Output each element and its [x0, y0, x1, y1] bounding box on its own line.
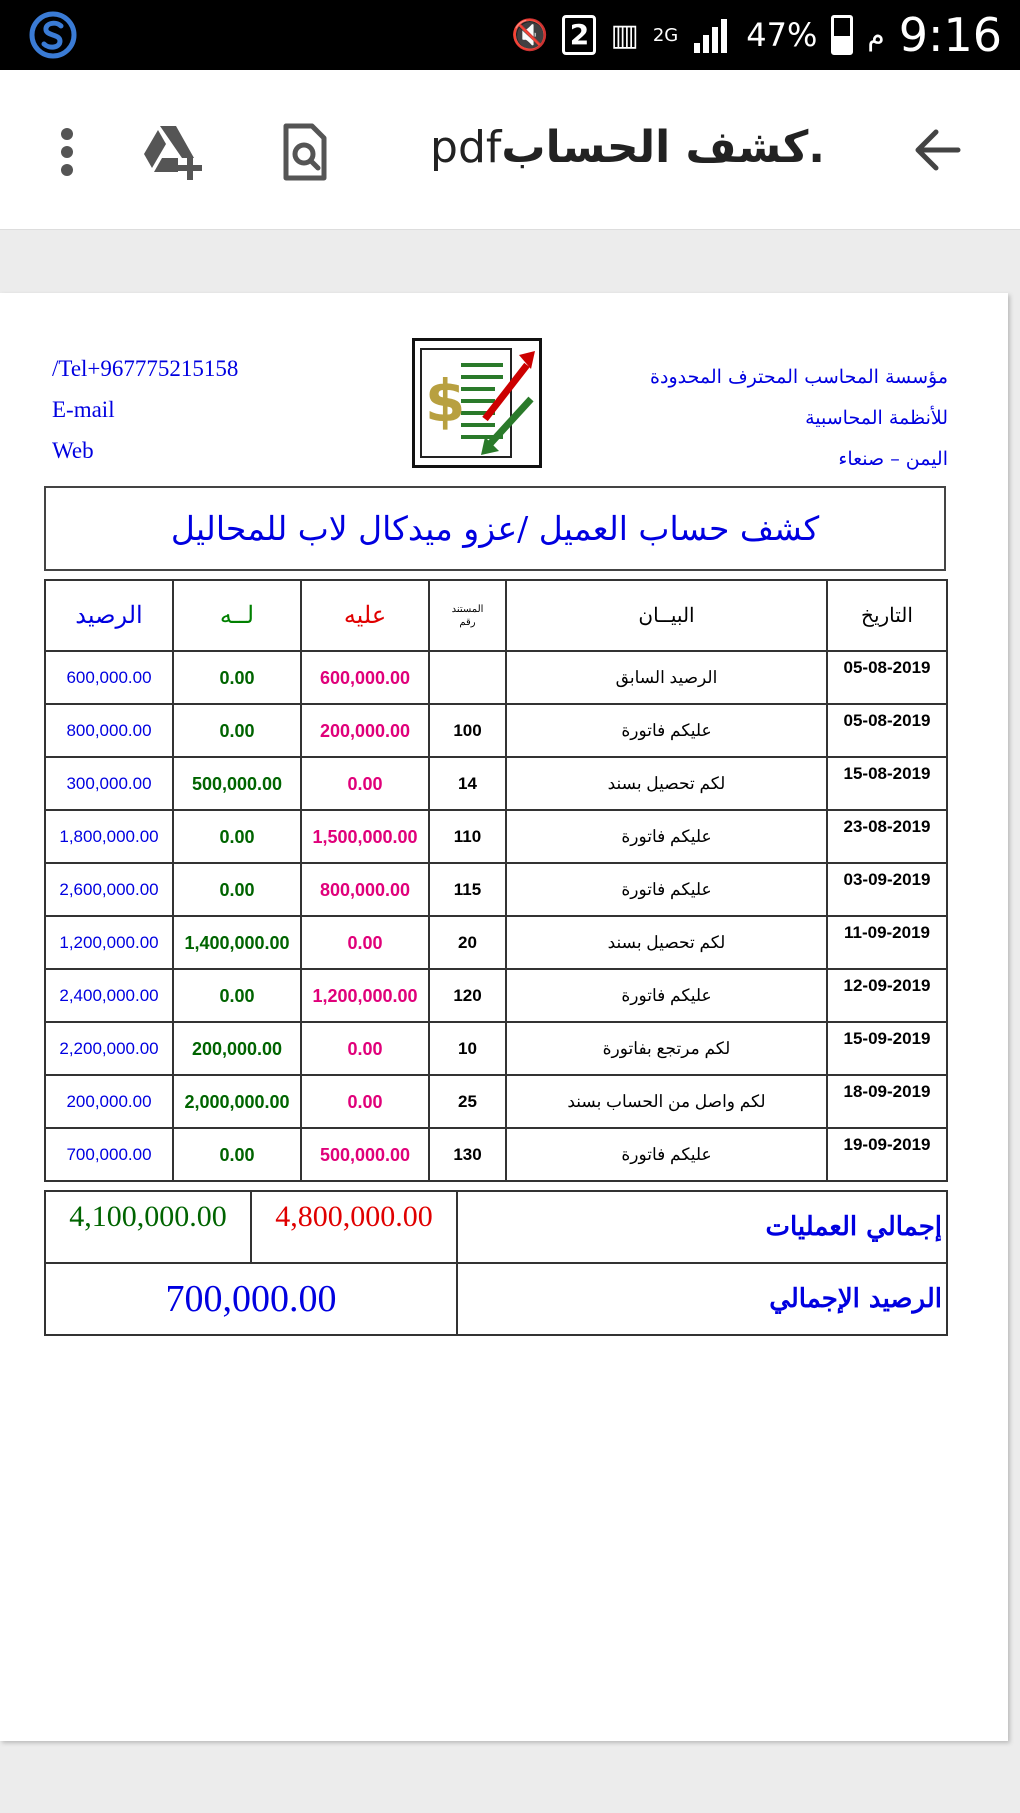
net-balance: 700,000.00: [45, 1263, 457, 1335]
signal-icon: [692, 15, 732, 55]
title-name: كشف الحساب.: [501, 122, 825, 173]
cell-docno: 130: [429, 1128, 506, 1181]
title-extension: pdf: [430, 122, 502, 173]
cell-description: لكم تحصيل بسند: [506, 916, 827, 969]
cell-date: 18-09-2019: [827, 1075, 947, 1128]
table-row: [45, 863, 947, 916]
clock-ampm: م: [867, 18, 885, 52]
cell-credit: 0.00: [173, 969, 301, 1022]
table-row: [45, 651, 947, 704]
ledger-table: [44, 579, 948, 1182]
cell-description: عليكم فاتورة: [506, 704, 827, 757]
battery-percent: 47%: [746, 16, 818, 54]
cell-balance: 800,000.00: [45, 704, 173, 757]
cell-description: الرصيد السابق: [506, 651, 827, 704]
company-block: [650, 357, 948, 480]
table-row: [45, 704, 947, 757]
cell-balance: 2,200,000.00: [45, 1022, 173, 1075]
contact-tel: /Tel+967775215158: [52, 356, 239, 381]
total-credit: 4,100,000.00: [45, 1191, 251, 1263]
cell-credit: 1,400,000.00: [173, 916, 301, 969]
cell-description: لكم مرتجع بفاتورة: [506, 1022, 827, 1075]
cell-credit: 0.00: [173, 1128, 301, 1181]
cell-docno: 110: [429, 810, 506, 863]
company-logo: [412, 338, 542, 468]
cell-date: 23-08-2019: [827, 810, 947, 863]
cell-docno: 115: [429, 863, 506, 916]
cell-balance: 2,600,000.00: [45, 863, 173, 916]
cell-credit: 0.00: [173, 651, 301, 704]
company-name: مؤسسة المحاسب المحترف المحدودة: [650, 366, 948, 388]
pdf-page: [0, 293, 1008, 1741]
ledger-header-row: [45, 580, 947, 651]
cell-description: عليكم فاتورة: [506, 969, 827, 1022]
svg-text:$: $: [425, 367, 466, 435]
cell-credit: 200,000.00: [173, 1022, 301, 1075]
cell-debit: 1,500,000.00: [301, 810, 429, 863]
cell-debit: 0.00: [301, 916, 429, 969]
col-header-balance: الرصيد: [45, 580, 173, 651]
battery-icon: [831, 15, 853, 55]
cell-balance: 1,200,000.00: [45, 916, 173, 969]
col-header-description: البيــان: [506, 580, 827, 651]
cell-description: لكم تحصيل بسند: [506, 757, 827, 810]
cell-date: 05-08-2019: [827, 651, 947, 704]
statement-title: كشف حساب العميل /عزو ميدكال لاب للمحاليل: [170, 509, 820, 548]
contact-email: E-mail: [52, 397, 115, 422]
app-notification-icon: [28, 10, 78, 60]
cell-debit: 200,000.00: [301, 704, 429, 757]
clock-time: 9:16: [898, 8, 1002, 62]
cell-balance: 200,000.00: [45, 1075, 173, 1128]
col-header-docno: [429, 580, 506, 651]
cell-credit: 2,000,000.00: [173, 1075, 301, 1128]
app-bar: [0, 70, 1020, 230]
data-icon: ▥: [610, 17, 639, 53]
cell-docno: 120: [429, 969, 506, 1022]
document-title: [430, 122, 825, 173]
more-options-icon[interactable]: [52, 122, 82, 182]
table-row: [45, 1075, 947, 1128]
cell-credit: 0.00: [173, 863, 301, 916]
table-row: [45, 969, 947, 1022]
cell-balance: 700,000.00: [45, 1128, 173, 1181]
cell-credit: 0.00: [173, 704, 301, 757]
table-row: [45, 1022, 947, 1075]
cell-debit: 0.00: [301, 1022, 429, 1075]
cell-balance: 600,000.00: [45, 651, 173, 704]
cell-debit: 500,000.00: [301, 1128, 429, 1181]
table-row: [45, 916, 947, 969]
cell-credit: 500,000.00: [173, 757, 301, 810]
company-location: اليمن – صنعاء: [838, 448, 948, 470]
back-arrow-icon[interactable]: [906, 118, 970, 182]
contact-block: [52, 348, 238, 471]
cell-credit: 0.00: [173, 810, 301, 863]
totals-table: [44, 1190, 948, 1336]
cell-debit: 0.00: [301, 1075, 429, 1128]
status-bar: [0, 0, 1020, 70]
cell-balance: 2,400,000.00: [45, 969, 173, 1022]
table-row: [45, 1128, 947, 1181]
col-header-debit: عليه: [301, 580, 429, 651]
statement-title-box: [44, 486, 946, 571]
table-row: [45, 810, 947, 863]
cell-description: لكم واصل من الحساب بسند: [506, 1075, 827, 1128]
table-row: [45, 757, 947, 810]
cell-date: 03-09-2019: [827, 863, 947, 916]
net-balance-label: الرصيد الإجمالي: [457, 1263, 947, 1335]
cell-docno: 25: [429, 1075, 506, 1128]
mute-icon: 🔇: [511, 17, 549, 53]
cell-debit: 600,000.00: [301, 651, 429, 704]
cell-debit: 1,200,000.00: [301, 969, 429, 1022]
find-in-document-icon[interactable]: [280, 122, 330, 182]
network-type: 2G: [652, 24, 679, 46]
col-header-credit: لــه: [173, 580, 301, 651]
cell-date: 15-09-2019: [827, 1022, 947, 1075]
add-to-drive-icon[interactable]: [140, 122, 202, 182]
col-header-date: التاريخ: [827, 580, 947, 651]
totals-net-row: [45, 1263, 947, 1335]
col-header-docno-line1: المستند: [451, 603, 484, 615]
cell-docno: [429, 651, 506, 704]
cell-date: 11-09-2019: [827, 916, 947, 969]
contact-web: Web: [52, 438, 94, 463]
cell-date: 12-09-2019: [827, 969, 947, 1022]
cell-docno: 14: [429, 757, 506, 810]
total-operations-label: إجمالي العمليات: [457, 1191, 947, 1263]
col-header-docno-line2: رقم: [459, 616, 476, 628]
cell-debit: 0.00: [301, 757, 429, 810]
cell-docno: 100: [429, 704, 506, 757]
cell-description: عليكم فاتورة: [506, 863, 827, 916]
total-debit: 4,800,000.00: [251, 1191, 457, 1263]
cell-debit: 800,000.00: [301, 863, 429, 916]
cell-date: 05-08-2019: [827, 704, 947, 757]
sim-slot-indicator: 2: [562, 15, 596, 55]
totals-operations-row: [45, 1191, 947, 1263]
cell-docno: 20: [429, 916, 506, 969]
cell-balance: 1,800,000.00: [45, 810, 173, 863]
cell-description: عليكم فاتورة: [506, 810, 827, 863]
cell-balance: 300,000.00: [45, 757, 173, 810]
cell-date: 15-08-2019: [827, 757, 947, 810]
company-subtitle: للأنظمة المحاسبية: [805, 407, 948, 429]
cell-docno: 10: [429, 1022, 506, 1075]
cell-description: عليكم فاتورة: [506, 1128, 827, 1181]
cell-date: 19-09-2019: [827, 1128, 947, 1181]
